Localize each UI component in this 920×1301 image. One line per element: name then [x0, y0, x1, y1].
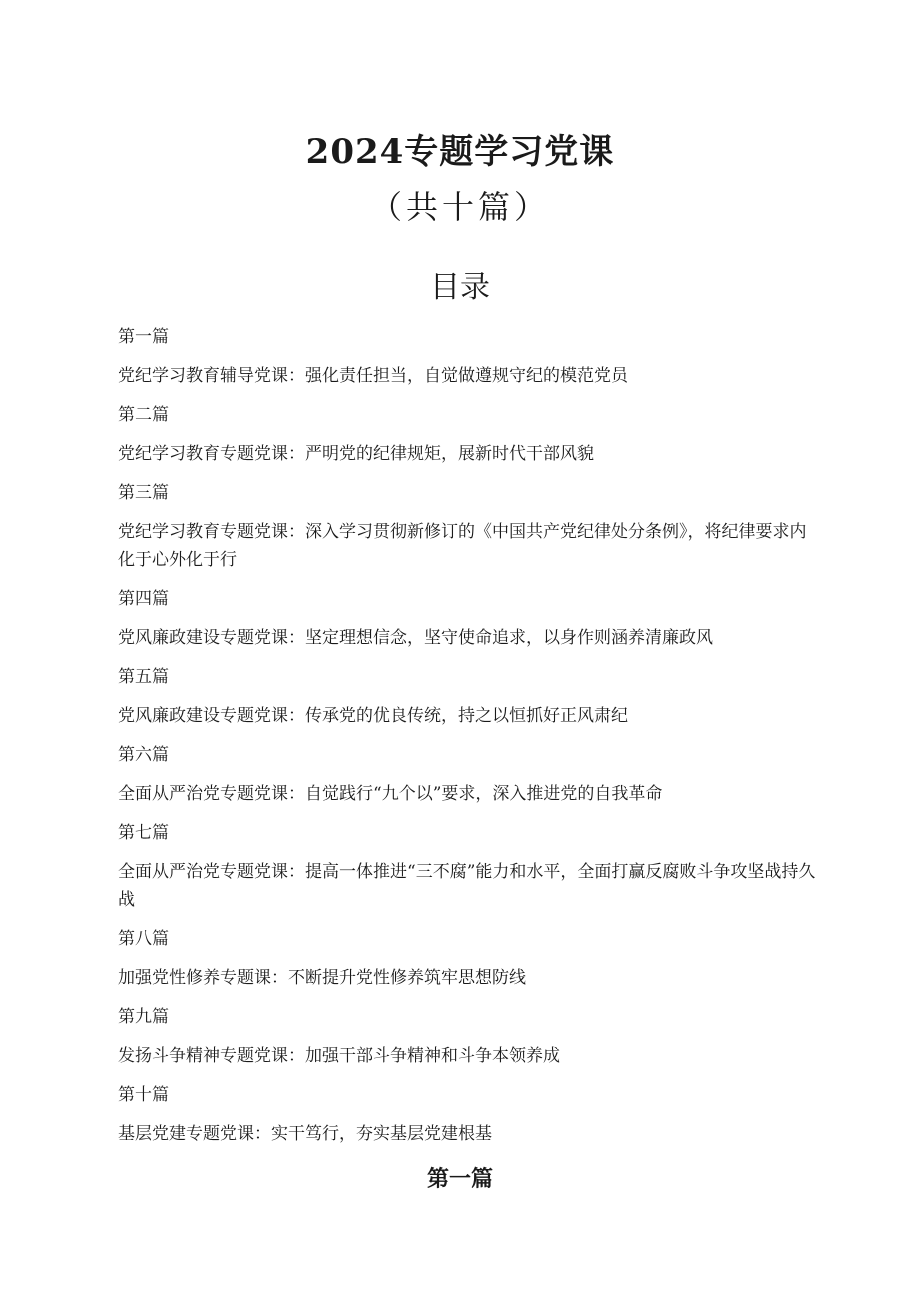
- toc-entry: [118, 663, 818, 730]
- toc-entry-number[interactable]: 第七篇: [118, 823, 169, 843]
- toc-entry: [118, 1003, 818, 1070]
- document-subtitle: （共十篇）: [369, 188, 550, 226]
- toc-entry: [118, 819, 818, 914]
- toc-entry-title[interactable]: 党风廉政建设专题党课：传承党的优良传统，持之以恒抓好正风肃纪: [118, 706, 628, 726]
- toc-entry-number[interactable]: 第二篇: [118, 405, 169, 425]
- toc-entry: [118, 585, 818, 652]
- section-heading: 第一篇: [426, 1167, 493, 1192]
- toc-entry-title[interactable]: 发扬斗争精神专题党课：加强干部斗争精神和斗争本领养成: [118, 1046, 560, 1066]
- toc-entry: [118, 925, 818, 992]
- toc-entry-title[interactable]: 加强党性修养专题课：不断提升党性修养筑牢思想防线: [118, 968, 526, 988]
- toc-entry-number[interactable]: 第六篇: [118, 745, 169, 765]
- toc-entry-number[interactable]: 第一篇: [118, 327, 169, 347]
- toc-entry: [118, 323, 818, 390]
- toc-entry-number[interactable]: 第十篇: [118, 1085, 169, 1105]
- table-of-contents: [118, 323, 818, 1159]
- toc-entry: [118, 1081, 818, 1148]
- toc-entry: [118, 479, 818, 574]
- toc-entry-title[interactable]: 党纪学习教育专题党课：严明党的纪律规矩，展新时代干部风貌: [118, 444, 594, 464]
- toc-entry-title[interactable]: 全面从严治党专题党课：自觉践行“九个以”要求，深入推进党的自我革命: [118, 784, 663, 804]
- toc-entry-number[interactable]: 第八篇: [118, 929, 169, 949]
- toc-entry: [118, 401, 818, 468]
- toc-entry-number[interactable]: 第五篇: [118, 667, 169, 687]
- toc-entry-number[interactable]: 第四篇: [118, 589, 169, 609]
- document-title: 2024专题学习党课: [305, 132, 615, 172]
- toc-entry-number[interactable]: 第三篇: [118, 483, 169, 503]
- toc-entry-title[interactable]: 党纪学习教育专题党课：深入学习贯彻新修订的《中国共产党纪律处分条例》，将纪律要求内化于心外化于行: [118, 522, 807, 570]
- toc-entry: [118, 741, 818, 808]
- toc-entry-number[interactable]: 第九篇: [118, 1007, 169, 1027]
- toc-heading: 目录: [430, 270, 490, 305]
- toc-entry-title[interactable]: 基层党建专题党课：实干笃行，夯实基层党建根基: [118, 1124, 492, 1144]
- toc-entry-title[interactable]: 全面从严治党专题党课：提高一体推进“三不腐”能力和水平，全面打赢反腐败斗争攻坚战持久战: [118, 862, 816, 910]
- toc-entry-title[interactable]: 党纪学习教育辅导党课：强化责任担当，自觉做遵规守纪的模范党员: [118, 366, 628, 386]
- toc-entry-title[interactable]: 党风廉政建设专题党课：坚定理想信念，坚守使命追求，以身作则涵养清廉政风: [118, 628, 713, 648]
